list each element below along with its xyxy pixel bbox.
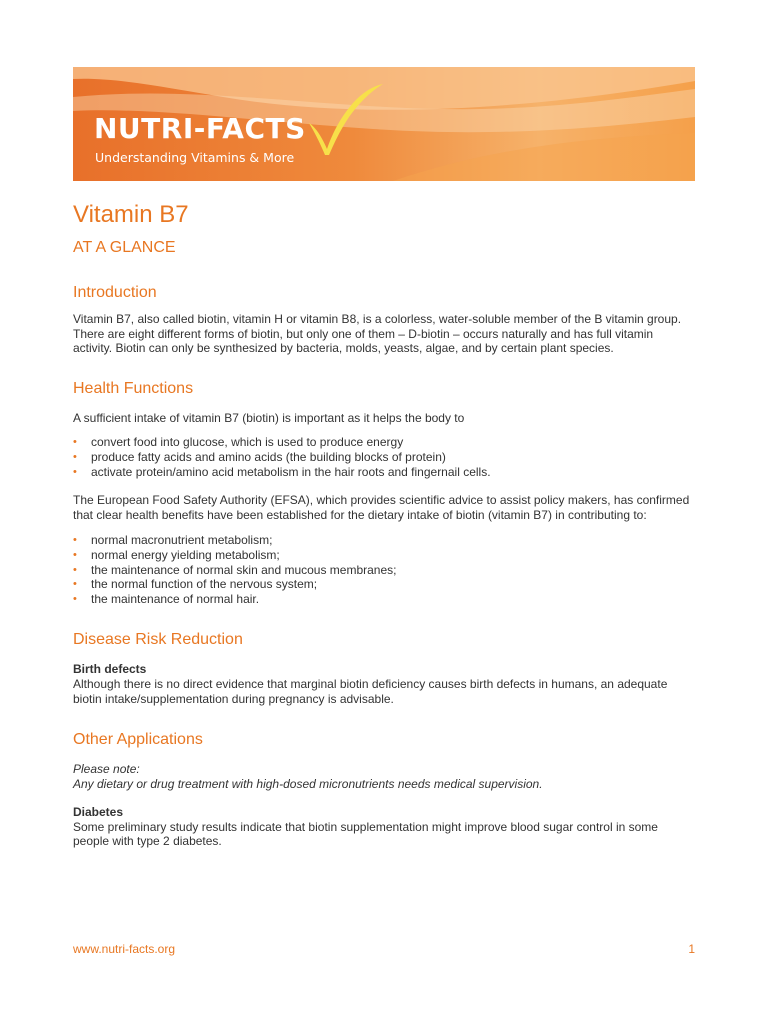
section-heading-health-functions: Health Functions [73, 379, 194, 397]
efsa-benefits-list [73, 533, 695, 606]
footer-website-link[interactable]: www.nutri-facts.org [73, 942, 176, 956]
intro-paragraph: Vitamin B7, also called biotin, vitamin H or vitamin B8, is a colorless, water-soluble member of the B vitamin group. There are eight different forms of biotin, but only one of them – D-biotin – occurs naturally and has full vitamin activity. Biotin can only be synthesized by bacteria, molds, yeasts, algae, and by certain plant species. [73, 312, 682, 356]
list-item: • convert food into glucose, which is used to produce energy [73, 435, 695, 450]
checkmark-icon [307, 83, 387, 159]
list-item: • the normal function of the nervous system; [73, 577, 695, 592]
health-functions-list [73, 435, 695, 479]
section-heading-introduction: Introduction [73, 284, 157, 301]
page-title: Vitamin B7 [73, 201, 189, 228]
brand-logo-text: NUTRI-FACTS [94, 112, 306, 145]
birth-defects-paragraph: Although there is no direct evidence that marginal biotin deficiency causes birth defects in humans, an adequate biotin intake/supplementation during pregnancy is advisable. [73, 676, 668, 706]
section-heading-other-applications: Other Applications [73, 731, 203, 749]
note-text: Any dietary or drug treatment with high-dosed micronutrients needs medical supervision. [73, 776, 543, 791]
header-banner [73, 67, 695, 181]
health-lead-paragraph: A sufficient intake of vitamin B7 (biotin) is important as it helps the body to [73, 410, 465, 425]
list-item: • produce fatty acids and amino acids (the building blocks of protein) [73, 450, 695, 465]
list-item: • activate protein/amino acid metabolism in the hair roots and fingernail cells. [73, 465, 695, 480]
document-body [73, 200, 695, 849]
efsa-paragraph: The European Food Safety Authority (EFSA), which provides scientific advice to assist policy makers, has confirmed that clear health benefits have been established for the dietary intake of biotin (vitamin B7) in contributing to: [73, 493, 690, 522]
subheading-diabetes: Diabetes [73, 805, 124, 820]
note-label: Please note: [73, 762, 140, 777]
list-item: • the maintenance of normal hair. [73, 592, 695, 607]
list-item: • normal macronutrient metabolism; [73, 533, 695, 548]
page-number: 1 [688, 942, 695, 956]
section-heading-disease-risk: Disease Risk Reduction [73, 631, 243, 649]
brand-tagline: Understanding Vitamins & More [95, 150, 295, 165]
subheading-birth-defects: Birth defects [73, 662, 147, 677]
list-item: • normal energy yielding metabolism; [73, 548, 695, 563]
page-subtitle: AT A GLANCE [73, 239, 176, 256]
diabetes-paragraph: Some preliminary study results indicate that biotin supplementation might improve blood sugar control in some people with type 2 diabetes. [73, 819, 658, 849]
list-item: • the maintenance of normal skin and mucous membranes; [73, 563, 695, 578]
